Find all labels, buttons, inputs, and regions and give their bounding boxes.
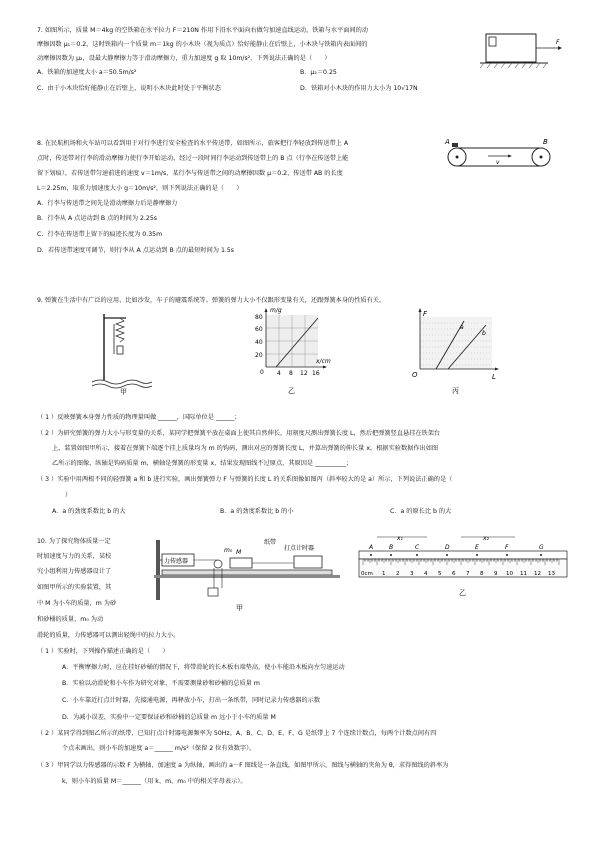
q10-track (162, 570, 332, 575)
q8-stem-line-1: 8. 在民航机场和火车站可以看到用于对行李进行安全检查的水平传送带，如图所示，旅客把行李轻放到传送带上 A (37, 140, 349, 147)
q9-caption-jia: 甲 (120, 388, 127, 395)
q9-yi-xtick-8: 8 (289, 370, 293, 377)
q10-ruler-num-4: 4 (424, 571, 428, 577)
q9-yi-ytick-60: 60 (255, 326, 263, 333)
q10-sub1-option-c: C．小车靠近打点计时器，先接通电源，再释放小车，打出一条纸带，同时记录力传感器的示数 (62, 697, 321, 704)
q10-ruler-num-13: 13 (548, 571, 555, 577)
q10-ruler-unit: 0cm (361, 571, 373, 577)
q9-yi-ytick-20: 20 (255, 352, 263, 359)
q9-yi-xtick-12: 12 (300, 370, 308, 377)
q7-wood-block (489, 37, 496, 46)
q10-point-b: B (389, 544, 394, 551)
q9-yi-xtick-4: 4 (277, 370, 281, 377)
q7-stem-line-1: 7. 如图所示，质量 M＝4kg 的空铁箱在水平拉力 F＝210N 作用下沿水平面向右做匀加速直线运动，铁箱与水平面间的动 (37, 27, 368, 34)
q10-tape-label: 纸带 (264, 539, 277, 546)
q8-point-a: A (445, 138, 450, 146)
q10-timer-label: 打点计时器 (284, 545, 315, 552)
q10-sub1-head: （ 1 ）实验时，下列操作描述正确的是（ ） (37, 648, 169, 655)
q10-ruler-num-7: 7 (466, 571, 470, 577)
q8-luggage (452, 143, 458, 147)
q10-m0-label: m₀ (224, 547, 233, 554)
q9-caption-bing: 丙 (452, 387, 459, 395)
q10-sub1-option-b: B．实验以动滑轮和小车作为研究对象，不需要测量砂和砂桶的总质量 m (62, 680, 260, 687)
q9-bing-ylabel: F (423, 310, 428, 318)
q10-point-d: D (445, 544, 450, 551)
q10-sand-bucket (208, 588, 218, 596)
q10-point-g: G (539, 544, 544, 551)
q10-text-line-5: 中 M 为小车的质量，m 为砂 (37, 600, 117, 607)
q10-x1-label: x₁ (397, 535, 403, 542)
q10-ruler-num-9: 9 (494, 571, 498, 577)
q10-text-line-2: 时加速度与力的关系，某校 (37, 553, 112, 560)
q10-text-line-4: 如图甲所示的实验装置，其 (37, 584, 112, 591)
q9-sub3: （ 3 ）实验中用两根不同的轻弹簧 a 和 b 进行实验，画出弹簧弹力 F 与弹簧的长度 L 的关系图像如图丙（斜率较大的是 a）所示，下列说法正确的是（ (37, 476, 453, 483)
q8-stem-line-3: 留下划痕），若传送带匀速前进的速度 v＝1m/s，某行李与传送带之间的动摩擦因数 μ＝0.2，传送带 AB 的长度 (37, 170, 343, 177)
q10-ruler-num-1: 1 (382, 571, 386, 577)
q8-option-b: B．行李从 A 点运动到 B 点的时间为 2.25s (37, 215, 157, 222)
q9-yi-origin: 0 (260, 369, 264, 376)
q10-movable-pulley (214, 560, 222, 568)
q7-option-d: D．铁箱对小木块的作用力大小为 10√17N (300, 85, 418, 92)
q7-force-label: F (556, 39, 560, 46)
q10-sub2-line-2: 个点未画出，则小车的加速度 a＝______ m/s²（保留 2 位有效数字）。 (62, 745, 256, 752)
q7-option-b: B．μ₂＝0.25 (300, 69, 337, 76)
q10-point-e: E (475, 544, 479, 551)
q10-sub3-line-2: k，则小车的质量 M＝______（用 k、m、m₀ 中的相关字母表示）。 (62, 778, 247, 785)
q10-ruler-num-5: 5 (438, 571, 442, 577)
q9-option-a: A．a 的劲度系数比 b 的大 (52, 508, 126, 515)
q10-ruler-num-8: 8 (480, 571, 484, 577)
q10-point-c: C (415, 544, 420, 551)
q10-sub1-option-a: A．平衡摩擦力时，应在挂好砂桶的情况下，将带滑轮的长木板右端垫高，使小车能沿木板向左匀速运动 (62, 664, 345, 671)
q8-stem-line-4: L＝2.25m，取重力加速度大小 g＝10m/s²，则下列说法正确的是（ ） (37, 185, 243, 192)
q9-sub2-line-2: 上，装置如图甲所示，接着在弹簧下端逐个挂上质量均为 m 的钩码，测出对应的弹簧长度 L，并算出弹簧的伸长量 x，根据实验数据作出如图 (52, 445, 439, 452)
q10-ruler-num-10: 10 (506, 571, 513, 577)
q10-sub1-option-d: D．为减小误差，实验中一定要保证砂和砂桶的总质量 m 远小于小车的质量 M (62, 714, 276, 721)
q10-sensor-label: 力传感器 (164, 558, 189, 565)
q10-fig-yi-tape-ruler (355, 533, 575, 605)
q10-timer (294, 556, 322, 568)
q8-option-c: C．行李在传送带上留下的痕迹长度为 0.35m (37, 231, 163, 238)
q10-point-f: F (505, 544, 509, 551)
q9-yi-ytick-40: 40 (255, 339, 263, 346)
q10-caption-yi: 乙 (459, 589, 466, 597)
q9-bing-label-b: b (482, 330, 486, 337)
q9-bing-xlabel: L (492, 373, 496, 381)
q8-option-d: D．若传送带速度可调节，则行李从 A 点运动到 B 点的最短时间为 1.5s (37, 247, 235, 254)
q9-sub3-end: ） (65, 492, 72, 499)
q8-conveyor-figure (440, 135, 560, 180)
q9-yi-ylabel: m/g (270, 307, 282, 314)
q10-caption-jia: 甲 (236, 604, 243, 612)
q8-point-b: B (543, 138, 548, 146)
q9-fig-bing-graph (408, 307, 503, 402)
q9-bing-label-a: a (460, 324, 464, 331)
q10-x2-label: x₂ (483, 535, 489, 542)
q10-sub2-line-1: （ 2 ）某同学得到图乙所示的纸带，已知打点计时器电源频率为 50Hz。A、B、C、D、E、F、G 是纸带上 7 个连续计数点，每两个计数点间有四 (37, 730, 437, 737)
q8-stem-line-2: 点时，传送带对行李的滑动摩擦力使行李开始运动，经过一段时间行李运动到传送带上的 B 点（行李在传送带上能 (37, 155, 349, 162)
q9-yi-xtick-16: 16 (312, 370, 320, 377)
q10-text-line-3: 究小组利用力传感器设计了 (37, 568, 112, 575)
q9-fig-jia-spring-stand (90, 310, 160, 395)
q10-cart (230, 558, 252, 568)
q9-bing-origin: O (412, 371, 418, 379)
q10-ruler-num-3: 3 (410, 571, 414, 577)
q7-option-c: C．由于小木块恰好能静止在后壁上，说明小木块此时处于平衡状态 (37, 85, 221, 92)
q10-ruler-num-12: 12 (534, 571, 541, 577)
q7-iron-box-figure (478, 28, 568, 78)
q7-stem-line-3: 动摩擦因数为 μ₂，设最大静摩擦力等于滑动摩擦力，重力加速度 g 取 10m/s²，下列说法正确的是（ ） (37, 55, 331, 62)
q7-option-a: A．铁箱的加速度大小 a＝50.5m/s² (37, 69, 137, 76)
q9-sub2-line-1: （ 2 ）为研究弹簧的弹力大小与形变量的关系，某同学把弹簧平放在桌面上使其自然伸长，用刻度尺测出弹簧长度 L，然后把弹簧竖直悬挂在铁架台 (37, 430, 441, 437)
q9-yi-ytick-80: 80 (255, 314, 263, 321)
q9-fig-yi-graph (248, 305, 338, 405)
q8-option-a: A．行李与传送带之间先是滑动摩擦力后是静摩擦力 (37, 200, 178, 207)
q10-ruler-num-6: 6 (452, 571, 456, 577)
q10-text-line-6: 和砂桶的质量，m₀ 为动 (37, 616, 104, 623)
q10-wall (156, 540, 160, 600)
q10-ruler-num-11: 11 (520, 571, 527, 577)
q9-caption-yi: 乙 (288, 387, 295, 395)
q8-velocity-label: v (496, 159, 500, 166)
q9-option-c: C．a 的原长比 b 的大 (390, 508, 452, 515)
q10-fig-jia-apparatus (152, 536, 342, 614)
q10-point-a: A (369, 544, 374, 551)
q10-sub3-line-1: （ 3 ）甲同学以力传感器的示数 F 为横轴，加速度 a 为纵轴，画出的 a－F 图线是一条直线，如图甲所示，图线与横轴的夹角为 θ，求得图线的斜率为 (37, 762, 449, 769)
q10-text-line-7: 滑轮的质量，力传感器可以测出轻绳中的拉力大小。 (37, 632, 180, 639)
q9-yi-xlabel: x/cm (316, 358, 331, 365)
q9-intro: 9. 弹簧在生活中有广泛的应用，比如沙发，车子的避震系统等。弹簧的弹力大小不仅跟形变量有关，还跟弹簧本身的性质有关。 (37, 297, 386, 304)
q9-option-b: B．a 的劲度系数比 b 的小 (220, 508, 294, 515)
q9-sub2-line-3: 乙所示的图像，纵轴是钩码质量 m，横轴是弹簧的形变量 x，结果发现图线不过原点，其原因是 __________； (52, 460, 353, 467)
q9-sub1: （ 1 ）反映弹簧本身弹力性质的物理量叫做 ______，国际单位是 ______； (37, 414, 241, 421)
q10-M-label: M (236, 549, 242, 556)
q10-text-line-1: 10. 为了探究物体质量一定 (37, 538, 111, 545)
q7-stem-line-2: 摩擦因数 μ₁＝0.2，这时铁箱内一个质量 m＝1kg 的小木块（视为质点）恰好能静止在后壁上，小木块与铁箱内表面间的 (37, 41, 368, 48)
q10-ruler-num-2: 2 (396, 571, 400, 577)
